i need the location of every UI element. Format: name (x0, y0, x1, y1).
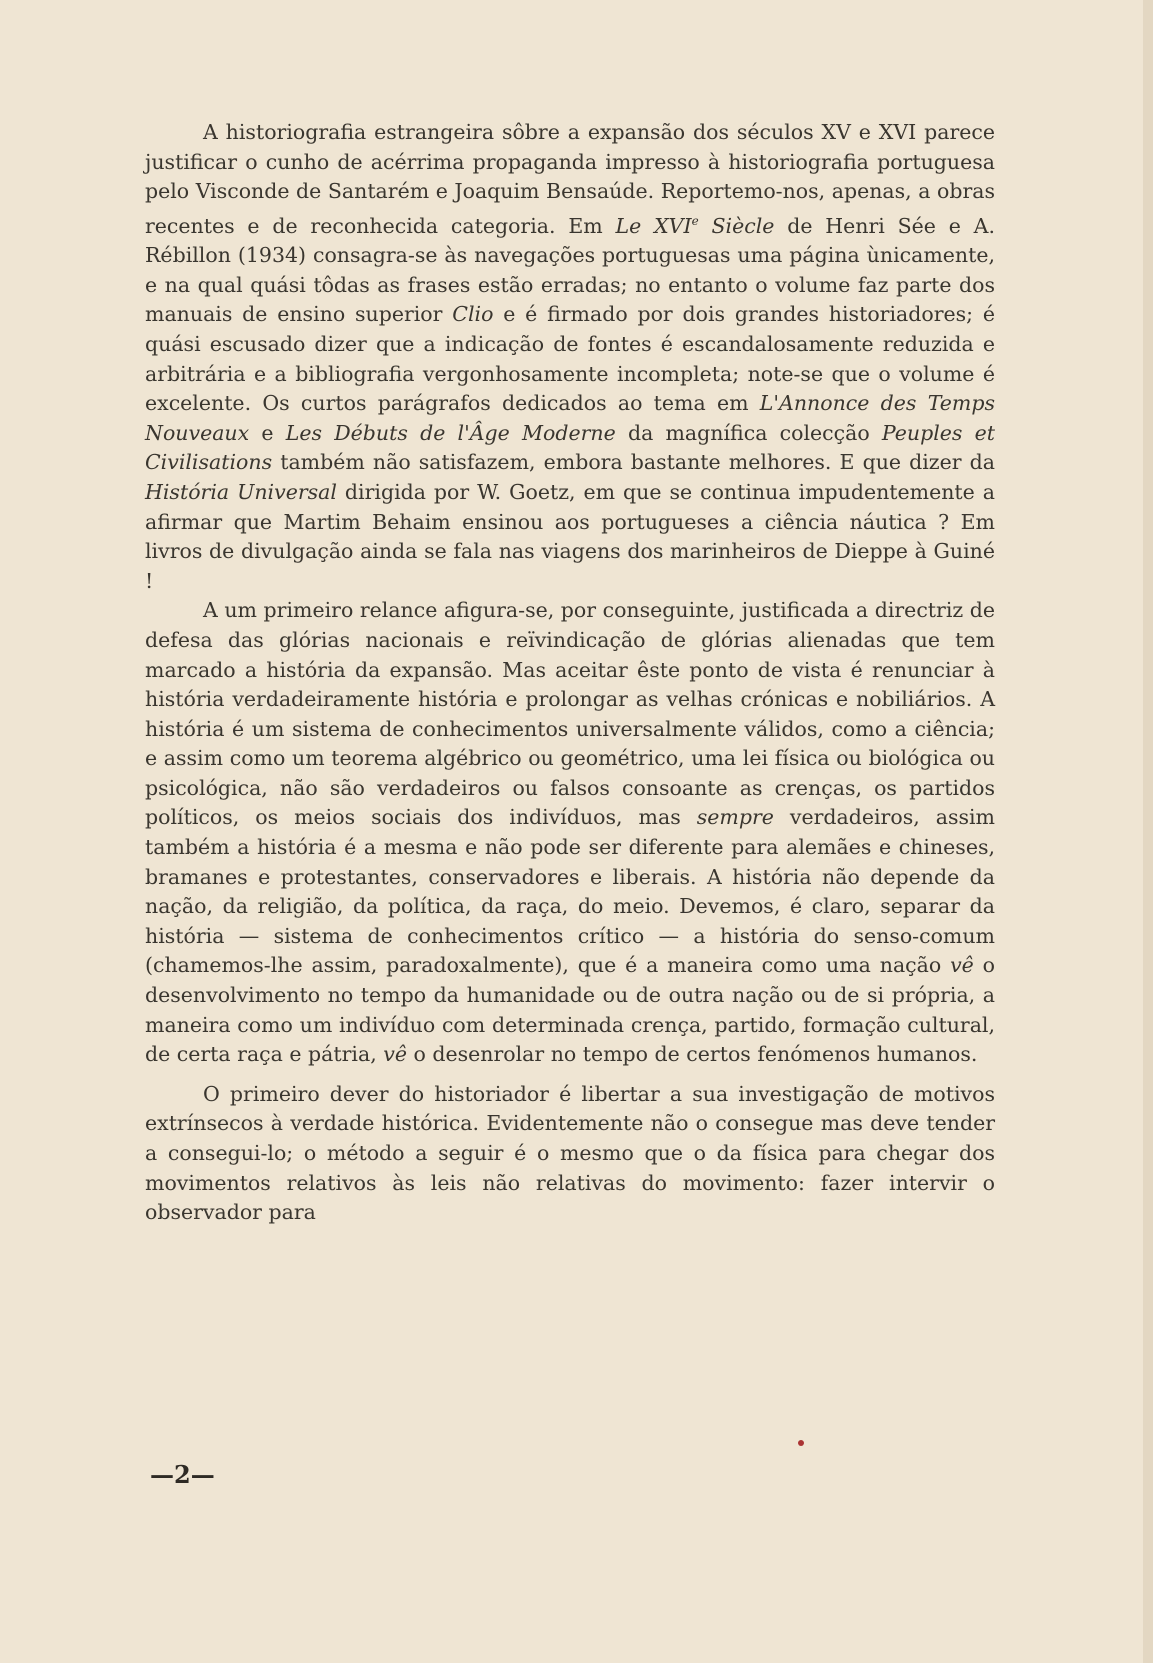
text-run: também não satisfazem, embora bastante melhores. E que dizer da (272, 450, 995, 475)
text-run: o desenvolvimento no tempo da humanidade ou de outra nação ou de si própria, a maneira como um indivíduo com determinada crença, partido, formação cultural, de certa raça e pátria, (145, 953, 995, 1067)
superscript-run: e (691, 213, 699, 228)
text-run: verdadeiros, assim também a história é a mesma e não pode ser diferente para alemães e chineses, bramanes e protestantes, conservadores e liberais. A história não depende da nação, da religião, da política, da raça, do meio. Devemos, é claro, separar da história — sistema de conhecimentos crítico — a história do senso-comum (chamemos-lhe assim, paradoxalmente), que é a maneira como uma nação (145, 805, 995, 978)
body-text (145, 118, 995, 1228)
italic-run: História Universal (145, 479, 337, 504)
page-number: —2— (150, 1460, 215, 1489)
italic-run: Le XVI (615, 213, 692, 238)
italic-run: Siècle (698, 213, 775, 238)
ink-dot (798, 1440, 804, 1446)
text-run: A historiografia estrangeira sôbre a expansão dos séculos XV e XVI parece justificar o cunho de acérrima propaganda impresso à historiografia portuguesa pelo Visconde de Santarém e Joaquim Bensaúde. Reportemo-nos, apenas, a obras recentes e de reconhecida categoria. Em (145, 120, 995, 238)
page-edge (1143, 0, 1153, 1663)
text-run: A um primeiro relance afigura-se, por conseguinte, justificada a directriz de defesa das glórias nacionais e reïvindicação de glórias alienadas que tem marcado a história da expansão. Mas aceitar êste ponto de vista é renunciar à história verdadeiramente história e prolongar as velhas crónicas e nobiliários. A história é um sistema de conhecimentos universalmente válidos, como a ciência; e assim como um teorema algébrico ou geométrico, uma lei física ou biológica ou psicológica, não são verdadeiros ou falsos consoante as crenças, os partidos políticos, os meios sociais dos indivíduos, mas (145, 598, 995, 830)
italic-run: Peuples et Civilisations (145, 420, 995, 475)
italic-run: vê (383, 1042, 407, 1067)
text-run: e é firmado por dois grandes historiadores; é quási escusado dizer que a indicação de fontes é escandalosamente reduzida e arbitrária e a bibliografia vergonhosamente incompleta; note-se que o volume é excelente. Os curtos parágrafos dedicados ao tema em (145, 302, 995, 416)
paragraph-2 (145, 596, 995, 1070)
text-run: O primeiro dever do historiador é libertar a sua investigação de motivos extrínsecos à verdade histórica. Evidentemente não o consegue mas deve tender a consegui-lo; o método a seguir é o mesmo que o da física para chegar dos movimentos relativos às leis não relativas do movimento: fazer intervir o observador para (145, 1081, 995, 1225)
italic-run: sempre (696, 805, 774, 830)
italic-run: L'Annonce des Temps Nouveaux (145, 391, 995, 445)
italic-run: Les Débuts de l'Âge Moderne (285, 420, 616, 445)
text-run: o desenrolar no tempo de certos fenómenos humanos. (406, 1042, 978, 1067)
text-run: de Henri Sée e A. Rébillon (1934) consagra-se às navegações portuguesas uma página ùnicamente, e na qual quási tôdas as frases estão erradas; no entanto o volume faz parte dos manuais de ensino superior (145, 213, 995, 327)
paragraph-3 (145, 1080, 995, 1228)
text-run: dirigida por W. Goetz, em que se continua impudentemente a afirmar que Martim Behaim ensinou aos portugueses a ciência náutica ? Em livros de divulgação ainda se fala nas viagens dos marinheiros de Dieppe à Guiné ! (145, 479, 995, 593)
text-run: da magnífica colecção (615, 420, 882, 445)
paragraph-1 (145, 118, 995, 596)
italic-run: Clio (452, 302, 494, 327)
italic-run: vê (950, 953, 974, 978)
text-run: e (249, 420, 286, 445)
